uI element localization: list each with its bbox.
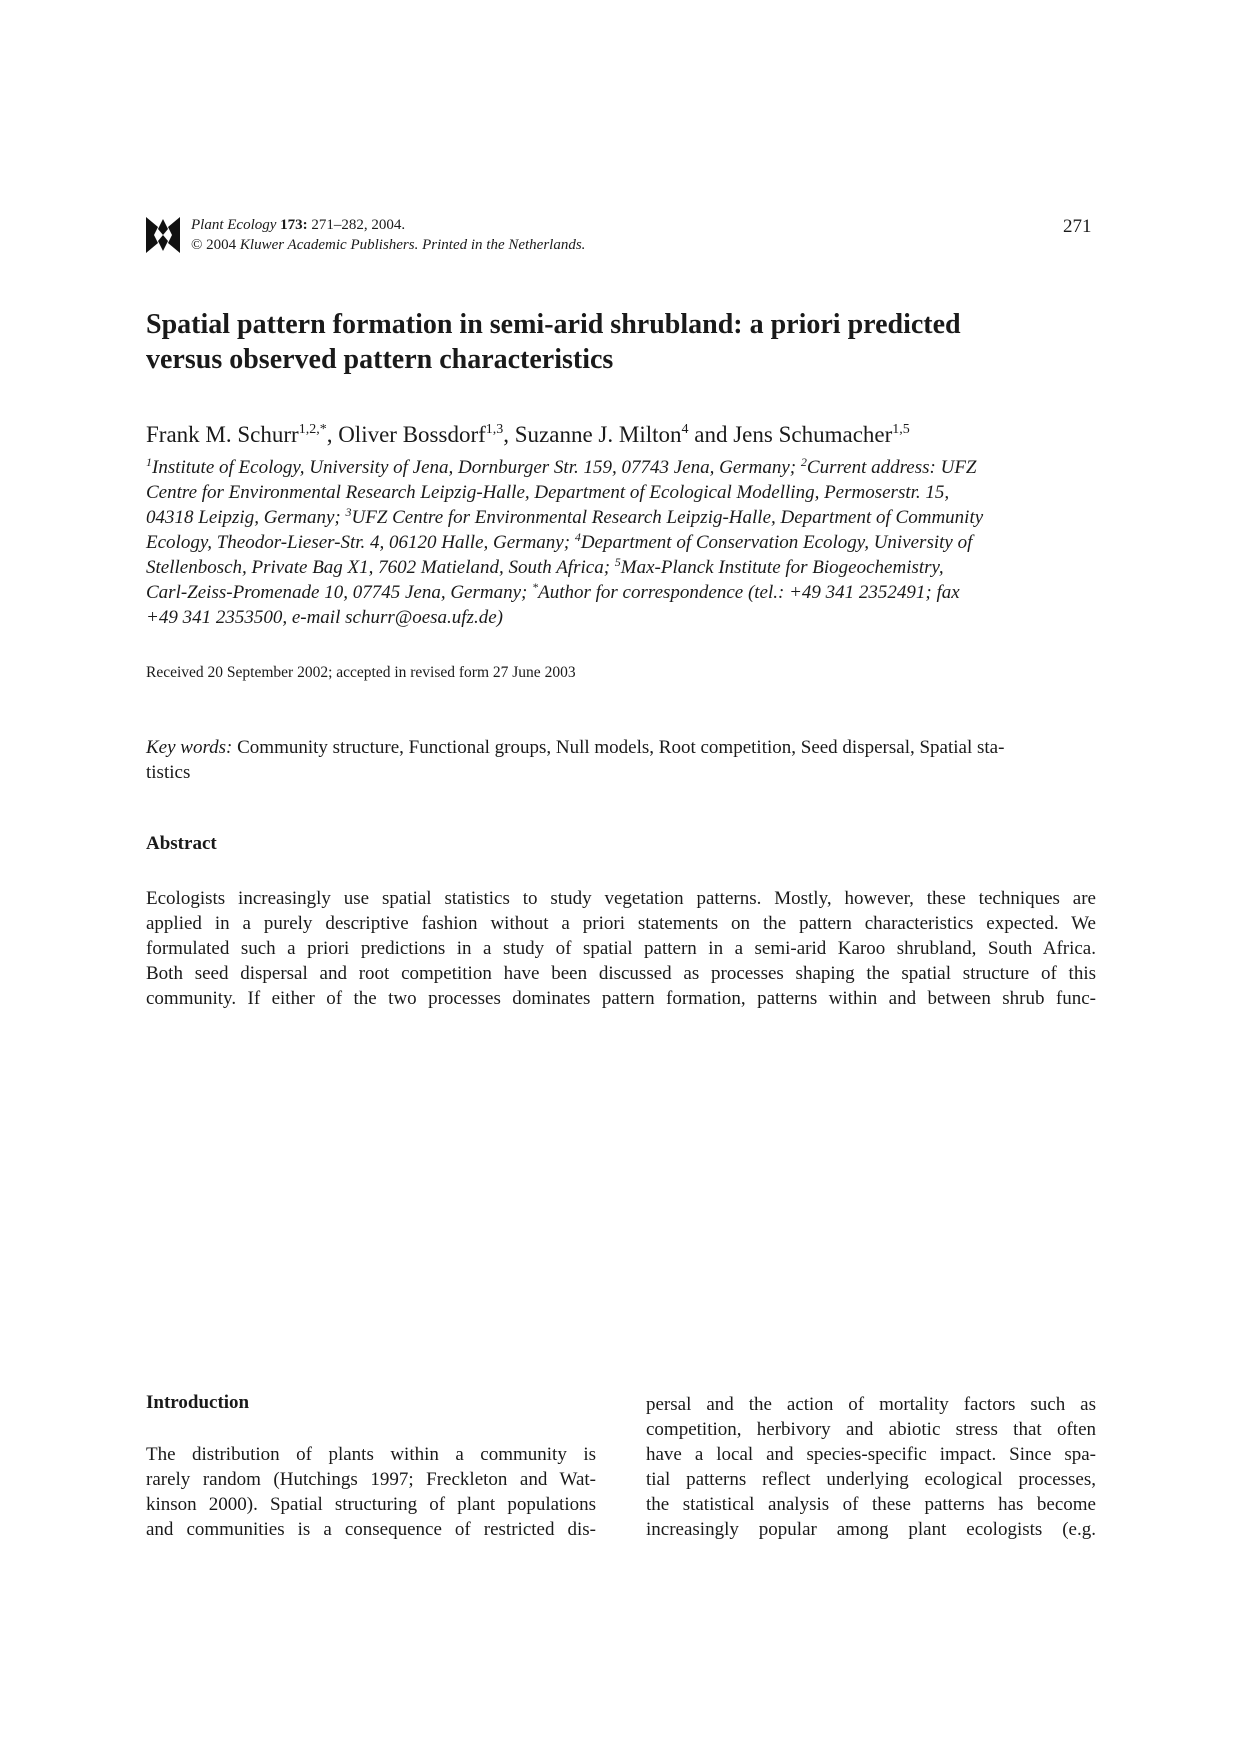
- introduction-heading: Introduction: [146, 1392, 250, 1413]
- affiliation-marker: 4: [574, 530, 581, 544]
- author-list: [146, 422, 910, 448]
- body-line: the statistical analysis of these patterns has become: [646, 1494, 1096, 1515]
- affiliation-text: Author for correspondence (tel.: +49 341 2352491; fax: [538, 582, 960, 603]
- author-name: Frank M. Schurr: [146, 422, 299, 447]
- received-dates: Received 20 September 2002; accepted in revised form 27 June 2003: [146, 664, 576, 681]
- author-affiliation-marker: 1,3: [485, 422, 504, 437]
- keywords-text: tistics: [146, 762, 191, 783]
- affiliation-text: Centre for Environmental Research Leipzig-Halle, Department of Ecological Modelling, Permoserstr. 15,: [146, 482, 950, 503]
- abstract-line: Both seed dispersal and root competition have been discussed as processes shaping the spatial structure of this: [146, 963, 1096, 984]
- author-separator: ,: [503, 422, 515, 447]
- body-line: have a local and species-specific impact. Since spa-: [646, 1444, 1096, 1465]
- keywords-label: Key words:: [146, 737, 233, 758]
- affiliation-text: UFZ Centre for Environmental Research Leipzig-Halle, Department of Community: [351, 507, 984, 528]
- author-name: Oliver Bossdorf: [338, 422, 486, 447]
- abstract-line: community. If either of the two processes dominates pattern formation, patterns within and between shrub func-: [146, 988, 1096, 1009]
- affiliation-text: Department of Conservation Ecology, University of: [580, 532, 973, 553]
- affiliation-marker: 1: [146, 455, 152, 469]
- title-line: Spatial pattern formation in semi-arid shrubland: a priori predicted: [146, 309, 961, 340]
- author-affiliation-marker: 1,5: [892, 422, 910, 437]
- abstract-line: applied in a purely descriptive fashion without a priori statements on the pattern characteristics expected. We: [146, 913, 1096, 934]
- affiliation-text: Stellenbosch, Private Bag X1, 7602 Matieland, South Africa;: [146, 557, 615, 578]
- affiliation-text: Carl-Zeiss-Promenade 10, 07745 Jena, Germany;: [146, 582, 533, 603]
- affiliation-text: Max-Planck Institute for Biogeochemistry,: [620, 557, 944, 578]
- keywords: [146, 735, 1096, 785]
- affiliation-text: 04318 Leipzig, Germany;: [146, 507, 346, 528]
- author-separator: ,: [326, 422, 339, 447]
- journal-pages-year: 271–282, 2004.: [311, 217, 406, 233]
- abstract-line: Ecologists increasingly use spatial statistics to study vegetation patterns. Mostly, however, these techniques are: [146, 888, 1096, 909]
- abstract-body: [146, 886, 1096, 1011]
- affiliation-marker: 2: [800, 455, 807, 469]
- author-separator: and: [688, 422, 734, 447]
- journal-name: Plant Ecology: [191, 217, 277, 233]
- body-line: rarely random (Hutchings 1997; Freckleton and Wat-: [146, 1469, 596, 1490]
- introduction-left-column: [146, 1442, 596, 1542]
- keywords-text: Community structure, Functional groups, Null models, Root competition, Seed dispersal, Spatial sta-: [232, 737, 1005, 758]
- body-line: increasingly popular among plant ecologists (e.g.: [646, 1519, 1096, 1540]
- body-line: tial patterns reflect underlying ecological processes,: [646, 1469, 1096, 1490]
- body-line: kinson 2000). Spatial structuring of plant populations: [146, 1494, 596, 1515]
- affiliation-text: Institute of Ecology, University of Jena, Dornburger Str. 159, 07743 Jena, Germany;: [152, 457, 801, 478]
- page-number: 271: [1063, 216, 1092, 237]
- affiliation-marker: 3: [345, 505, 352, 519]
- introduction-right-column: [646, 1392, 1096, 1542]
- author-affiliation-marker: 4: [681, 422, 689, 437]
- abstract-heading: Abstract: [146, 833, 217, 854]
- affiliation-text: Current address: UFZ: [806, 457, 977, 478]
- journal-volume: 173:: [280, 217, 308, 233]
- body-line: persal and the action of mortality factors such as: [646, 1394, 1096, 1415]
- publisher-note: Kluwer Academic Publishers. Printed in the Netherlands.: [239, 237, 586, 253]
- journal-citation: [191, 215, 585, 255]
- affiliation-marker: 5: [614, 555, 621, 569]
- body-line: The distribution of plants within a community is: [146, 1444, 596, 1465]
- article-title: [146, 307, 1096, 377]
- correspondence-marker: *: [532, 580, 539, 594]
- body-line: competition, herbivory and abiotic stress that often: [646, 1419, 1096, 1440]
- author-name: Jens Schumacher: [733, 422, 893, 447]
- body-line: and communities is a consequence of restricted dis-: [146, 1519, 596, 1540]
- author-name: Suzanne J. Milton: [514, 422, 682, 447]
- affiliations: [146, 455, 1096, 630]
- affiliation-text: Ecology, Theodor-Lieser-Str. 4, 06120 Halle, Germany;: [146, 532, 575, 553]
- affiliation-text: +49 341 2353500, e-mail schurr@oesa.ufz.de): [146, 607, 503, 628]
- author-affiliation-marker: 1,2,*: [298, 422, 327, 437]
- abstract-line: formulated such a priori predictions in a study of spatial pattern in a semi-arid Karoo shrubland, South Africa.: [146, 938, 1096, 959]
- publisher-logo-icon: [146, 217, 180, 253]
- title-line: versus observed pattern characteristics: [146, 344, 614, 375]
- copyright-notice: © 2004: [191, 237, 237, 253]
